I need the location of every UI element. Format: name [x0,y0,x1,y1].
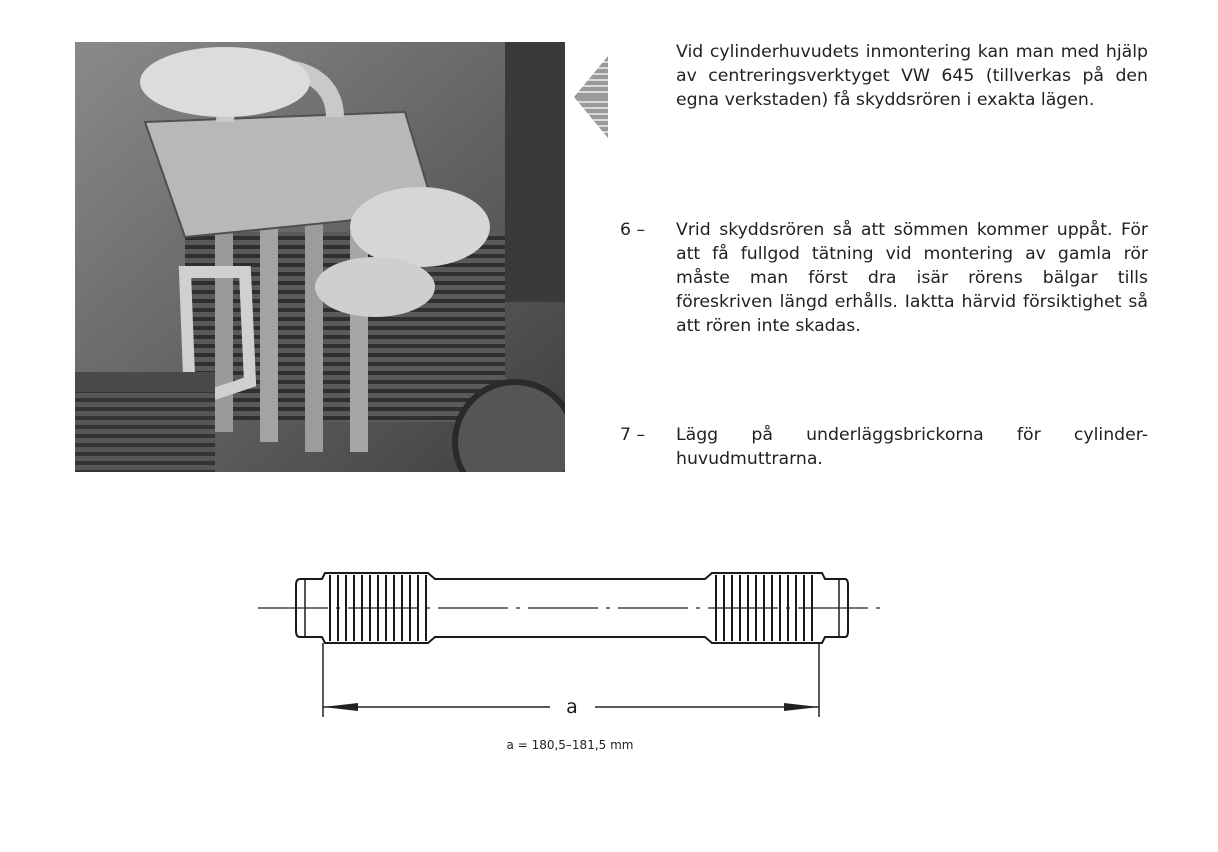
tube-diagram [250,555,890,730]
margin-arrow-icon [574,56,608,138]
step-6 [620,218,1148,338]
intro-paragraph: Vid cylinderhuvudets inmontering kan man med hjälp av centreringsverktyget VW 645 (tillverkas på den egna verkstaden) få skyddsrören i exakta lägen. [676,42,1148,110]
step-text: Lägg på underläggsbrickorna för cylinder-huvudmuttrarna. [676,425,1148,469]
engine-photo [75,42,565,472]
step-number: 6 – [620,220,646,240]
dimension-label: a [566,696,578,718]
dimension-caption: a = 180,5–181,5 mm [506,738,634,752]
step-number: 7 – [620,425,646,445]
step-7 [620,423,1148,471]
step-text: Vrid skyddsrören så att sömmen kommer uppåt. För att få fullgod tätning vid montering av gamla rör måste man först dra isär rörens bälgar tills föreskriven längd erhålls. Iaktta härvid försiktighet så att rören inte skadas. [676,220,1148,336]
